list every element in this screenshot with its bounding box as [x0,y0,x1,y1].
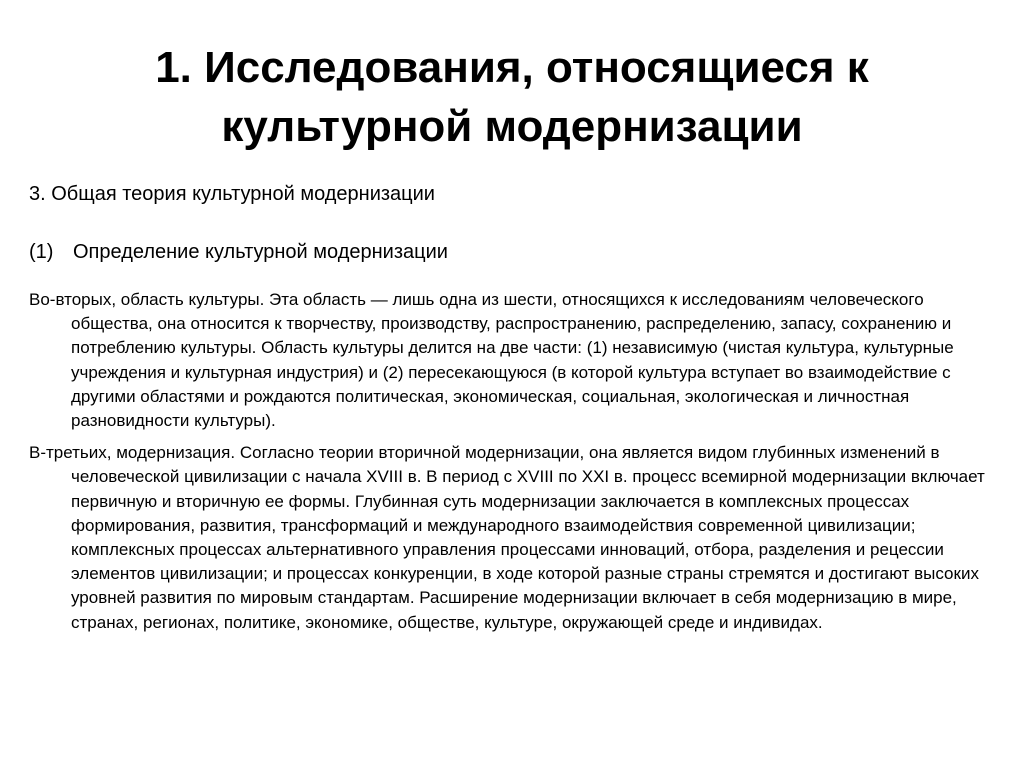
section-heading: 3. Общая теория культурной модернизации [29,183,435,205]
subsection-heading [29,238,1004,266]
subsection-label: Определение культурной модернизации [73,241,448,263]
paragraph-modernization: В-третьих, модернизация. Согласно теории вторичной модернизации, она является видом глубинных изменений в человеческой цивилизации с начала XVIII в. В период с XVIII по XXI в. процесс всемирной модернизации включает первичную и вторичную ее формы. Глубинная суть модернизации заключается в комплексных процессах формирования, развития, трансформаций и международного взаимодействия современной цивилизации; комплексных процессах альтернативного управления процессами инноваций, отбора, разделения и рецессии элементов цивилизации; и процессах конкуренции, в ходе которой разные страны стремятся и достигают высоких уровней развития по мировым стандартам. Расширение модернизации включает в себя модернизацию в мире, странах, регионах, политике, экономике, обществе, культуре, окружающей среде и индивидах. [29,443,985,632]
paragraph-culture-field: Во-вторых, область культуры. Эта область — лишь одна из шести, относящихся к исследованиям человеческого общества, она относится к творчеству, производству, распространению, распределению, запасу, сохранению и потреблению культуры. Область культуры делится на две части: (1) независимую (чистая культура, культурные учреждения и культурная индустрия) и (2) пересекающуюся (в которой культура вступает во взаимодействие с другими областями и рождаются политическая, экономическая, социальная, экологическая и личностная разновидности культуры). [29,290,954,431]
slide-body [29,180,1004,643]
subsection-number: (1) [29,241,54,263]
slide-title: 1. Исследования, относящиеся к культурной модернизации [155,43,869,151]
